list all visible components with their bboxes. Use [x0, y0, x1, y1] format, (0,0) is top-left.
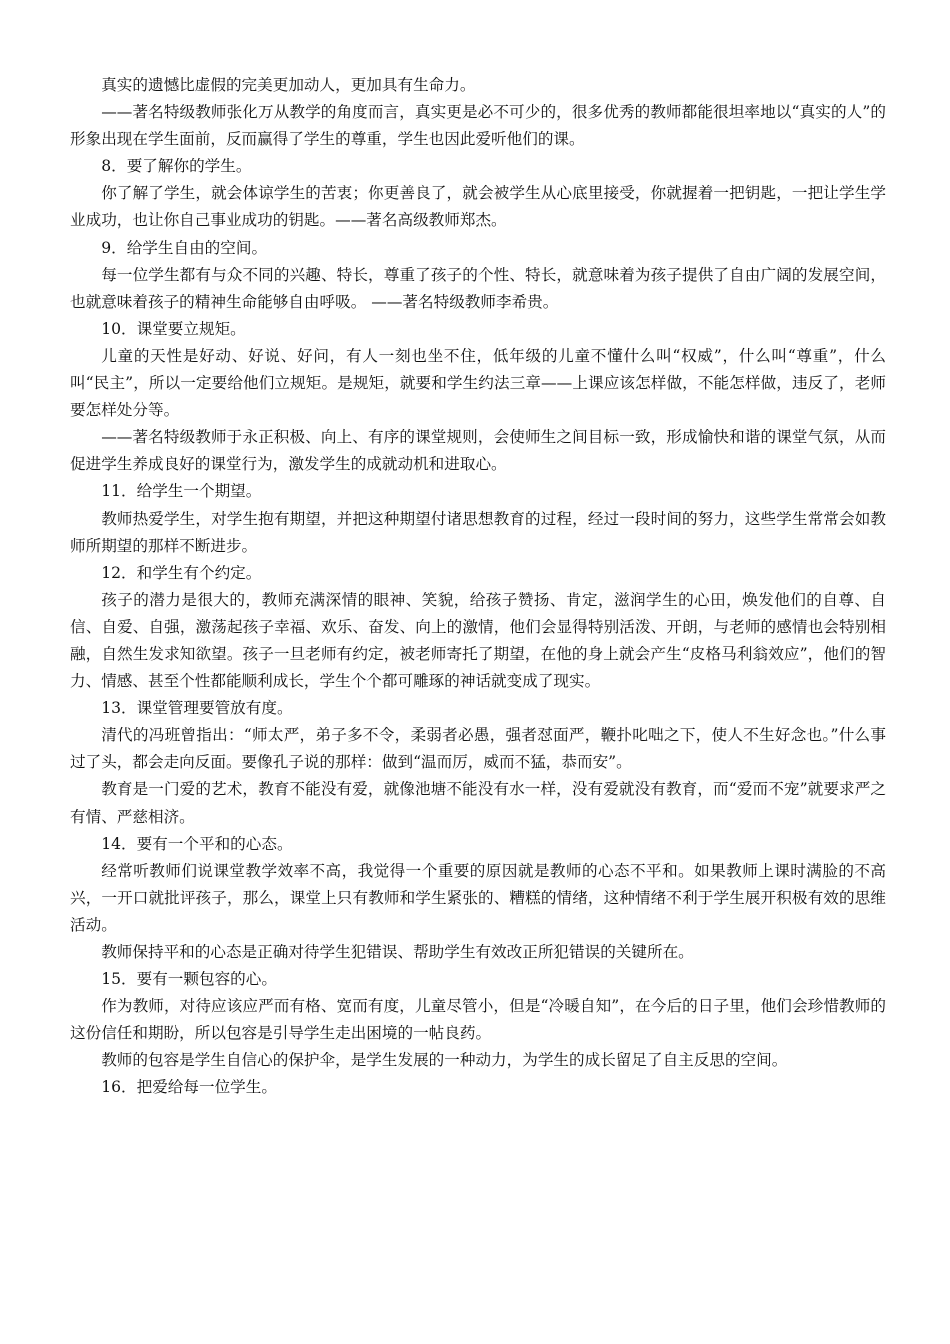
paragraph: 经常听教师们说课堂教学效率不高，我觉得一个重要的原因就是教师的心态不平和。如果教师上课时满脸的不高兴，一开口就批评孩子，那么，课堂上只有教师和学生紧张的、糟糕的情绪，这种情绪不利于学生展开积极有效的思维活动。	[70, 861, 886, 934]
paragraph: 教师保持平和的心态是正确对待学生犯错误、帮助学生有效改正所犯错误的关键所在。	[101, 943, 694, 961]
paragraph: ——著名特级教师于永正积极、向上、有序的课堂规则，会使师生之间目标一致，形成愉快和谐的课堂气氛，从而促进学生养成良好的课堂行为，激发学生的成就动机和进取心。	[70, 428, 886, 474]
paragraph: 孩子的潜力是很大的，教师充满深情的眼神、笑貌，给孩子赞扬、肯定，滋润学生的心田，焕发他们的自尊、自信、自爱、自强，激荡起孩子幸福、欢乐、奋发、向上的激情，他们会显得特别活泼、开朗，与老师的感情也会特别相融，自然生发求知欲望。孩子一旦老师有约定，被老师寄托了期望，在他的身上就会产生“皮格马利翁效应”，他们的智力、情感、甚至个性都能顺利成长，学生个个都可雕琢的神话就变成了现实。	[70, 590, 886, 691]
section-heading: 10．课堂要立规矩。	[101, 319, 246, 338]
section-heading: 16．把爱给每一位学生。	[101, 1078, 277, 1097]
paragraph: 儿童的天性是好动、好说、好问，有人一刻也坐不住，低年级的儿童不懂什么叫“权威”，什么叫“尊重”，什么叫“民主”，所以一定要给他们立规矩。是规矩，就要和学生约法三章——上课应该怎样做，不能怎样做，违反了，老师要怎样处分等。	[70, 346, 886, 420]
paragraph: 你了解了学生，就会体谅学生的苦衷；你更善良了，就会被学生从心底里接受，你就握着一把钥匙，一把让学生学业成功，也让你自己事业成功的钥匙。——著名高级教师郑杰。	[70, 184, 886, 230]
section-heading: 11．给学生一个期望。	[101, 482, 262, 501]
section-heading: 8．要了解你的学生。	[101, 157, 252, 176]
section-heading: 12．和学生有个约定。	[101, 563, 262, 582]
document-page	[70, 72, 886, 1102]
paragraph: 教师的包容是学生自信心的保护伞，是学生发展的一种动力，为学生的成长留足了自主反思的空间。	[101, 1051, 788, 1070]
paragraph: 作为教师，对待应该应严而有格、宽而有度，儿童尽管小，但是“冷暖自知”，在今后的日子里，他们会珍惜教师的这份信任和期盼，所以包容是引导学生走出困境的一帖良药。	[70, 997, 886, 1043]
paragraph: 教育是一门爱的艺术，教育不能没有爱，就像池塘不能没有水一样，没有爱就没有教育，而“爱而不宠”就要求严之有情、严慈相济。	[70, 780, 886, 826]
paragraph: 真实的遗憾比虚假的完美更加动人，更加具有生命力。	[101, 76, 476, 94]
paragraph: 教师热爱学生，对学生抱有期望，并把这种期望付诸思想教育的过程，经过一段时间的努力，这些学生常常会如教师所期望的那样不断进步。	[70, 509, 886, 555]
paragraph: 每一位学生都有与众不同的兴趣、特长，尊重了孩子的个性、特长，就意味着为孩子提供了自由广阔的发展空间，也就意味着孩子的精神生命能够自由呼吸。 ——著名特级教师李希贵。	[70, 265, 886, 311]
section-heading: 14．要有一个平和的心态。	[101, 834, 293, 853]
section-heading: 9．给学生自由的空间。	[101, 238, 268, 257]
section-heading: 13．课堂管理要管放有度。	[101, 699, 293, 718]
section-heading: 15．要有一颗包容的心。	[101, 970, 277, 989]
paragraph: ——著名特级教师张化万从教学的角度而言，真实更是必不可少的，很多优秀的教师都能很坦率地以“真实的人”的形象出现在学生面前，反而赢得了学生的尊重，学生也因此爱听他们的课。	[70, 103, 886, 149]
paragraph: 清代的冯班曾指出：“师太严，弟子多不令，柔弱者必愚，强者怼面严，鞭扑叱咄之下，使人不生好念也。”什么事过了头，都会走向反面。要像孔子说的那样：做到“温而厉，威而不猛，恭而安”。	[70, 726, 886, 772]
